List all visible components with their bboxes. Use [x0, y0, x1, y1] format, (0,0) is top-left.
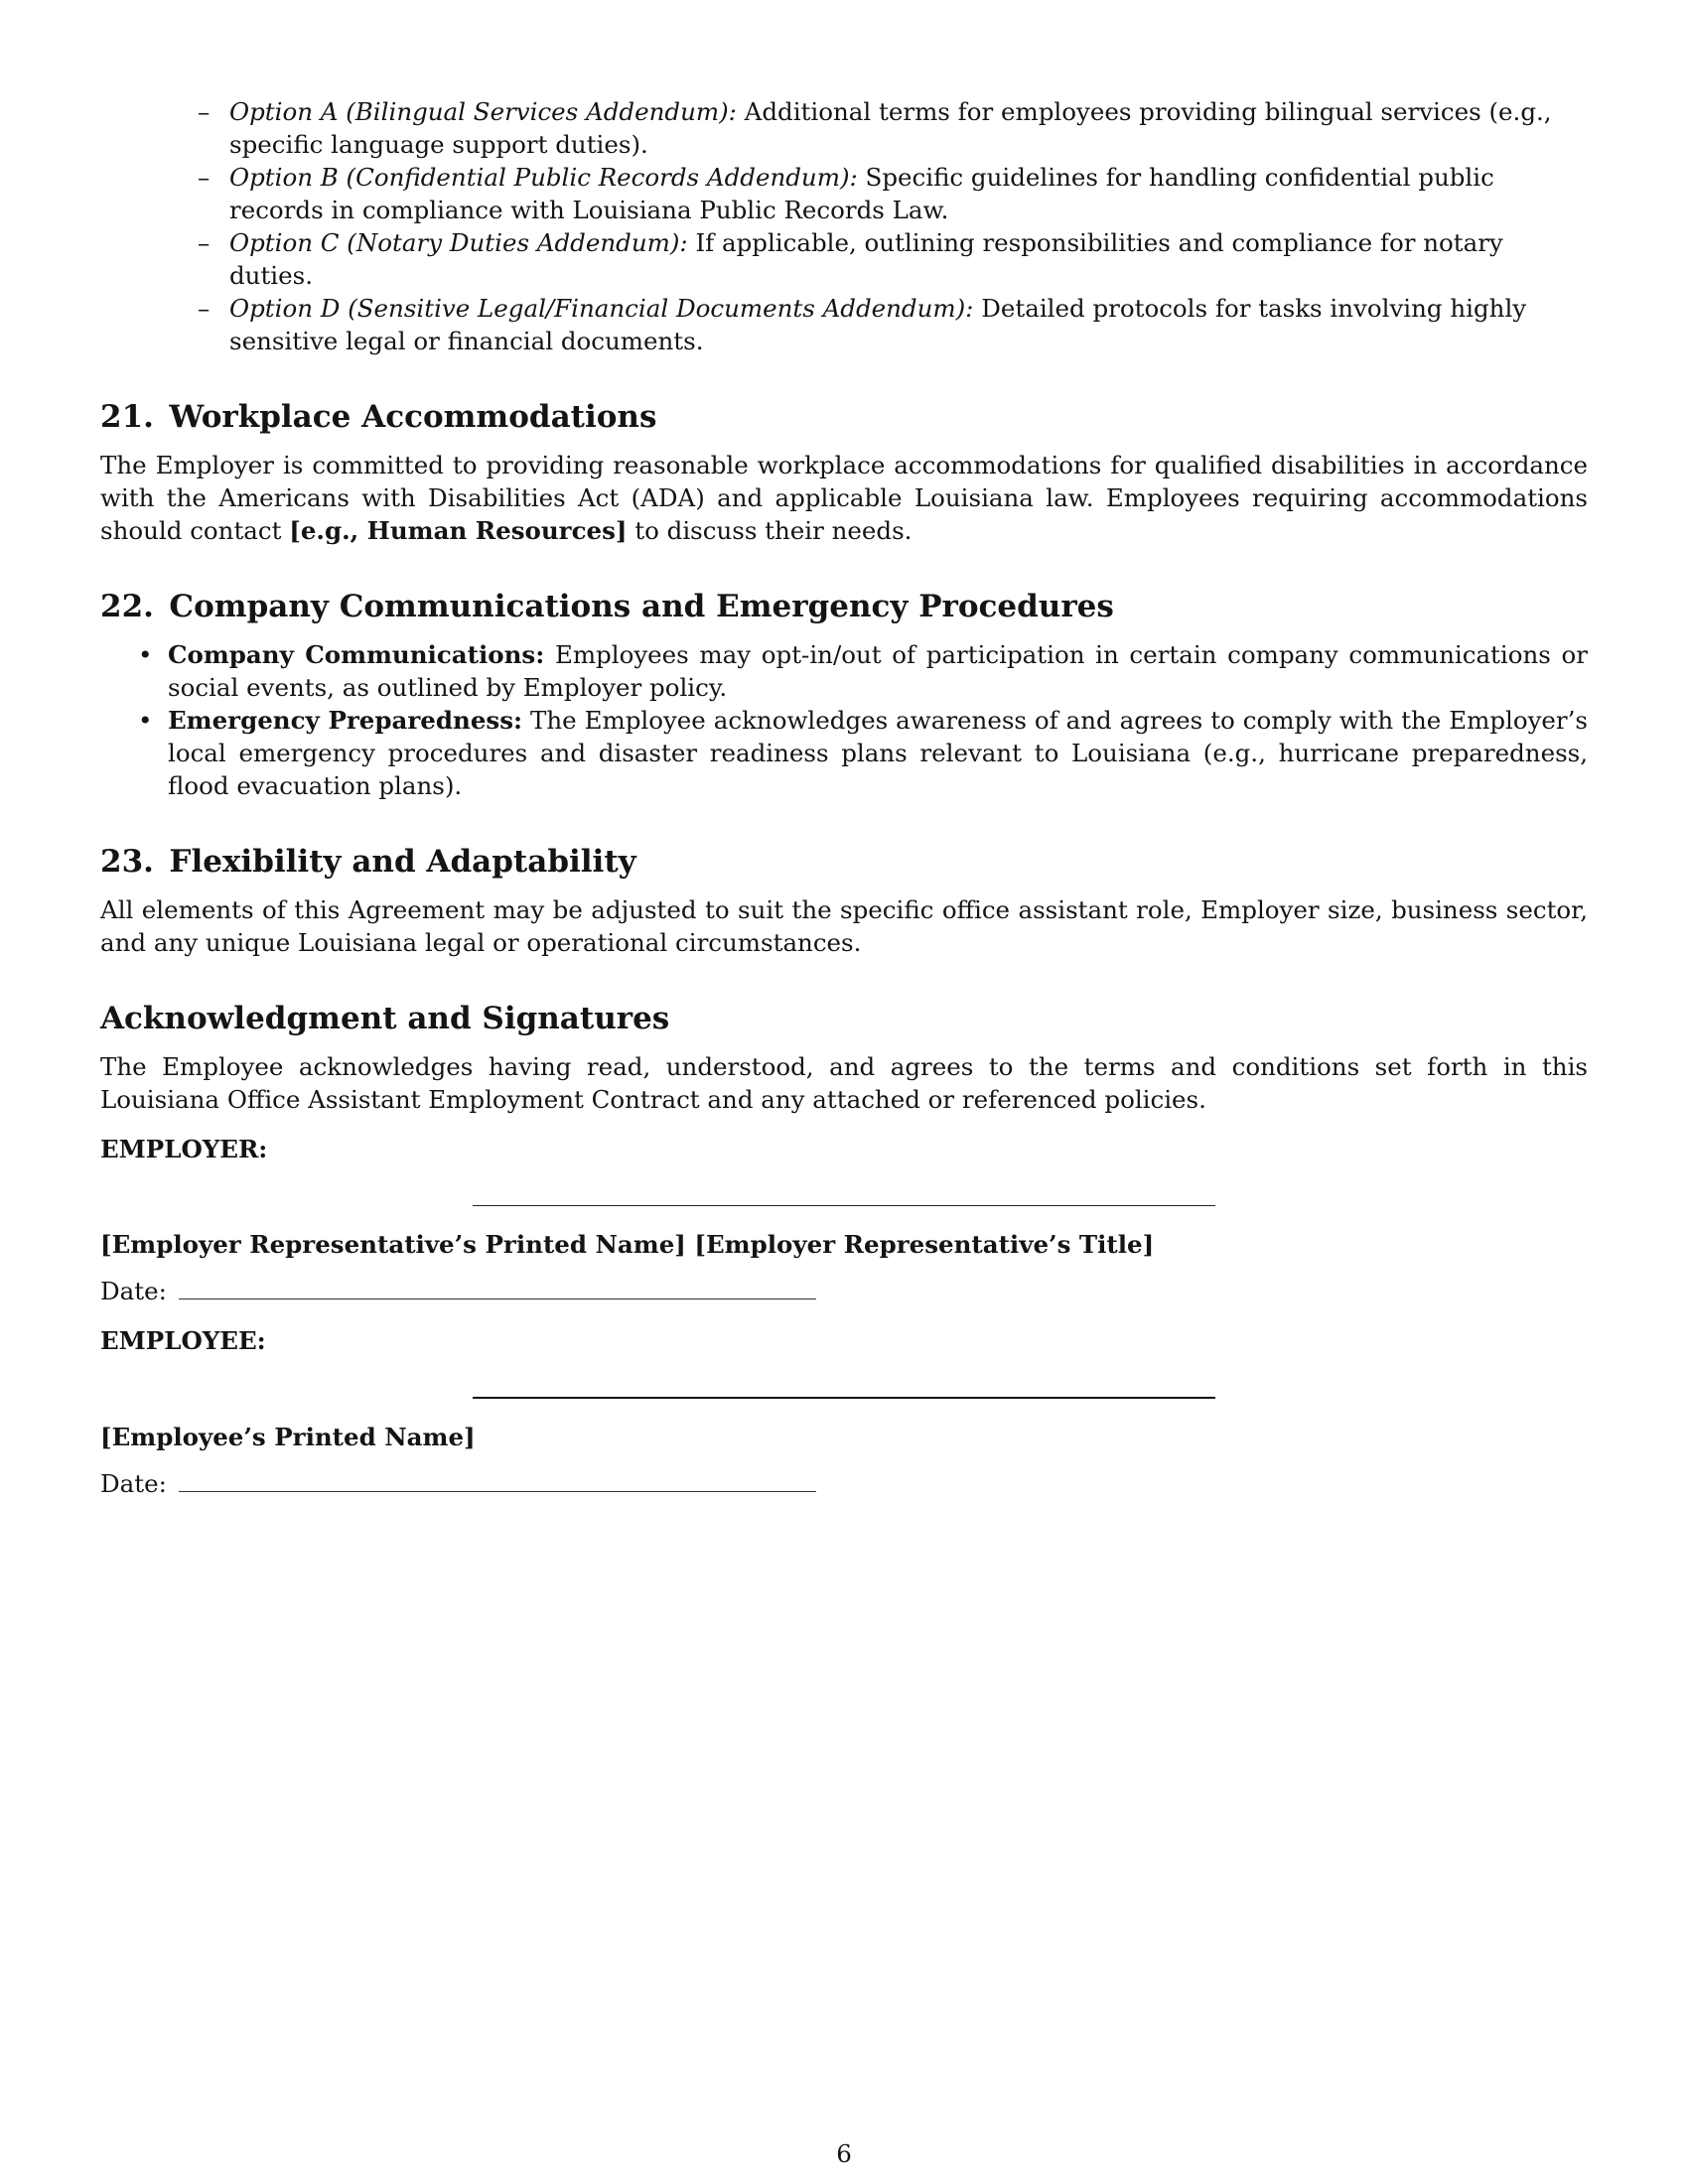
- hr-placeholder: [e.g., Human Resources]: [289, 516, 628, 545]
- addenda-list: [100, 95, 1588, 357]
- dash-marker: –: [198, 97, 211, 126]
- section-23-heading: 23. Flexibility and Adaptability: [100, 844, 636, 880]
- section-21-heading: 21. Workplace Accommodations: [100, 399, 657, 435]
- section-23: [100, 842, 1588, 959]
- employer-date-line[interactable]: [179, 1275, 816, 1299]
- section-21-body: [100, 449, 1588, 547]
- employer-label: EMPLOYER:: [100, 1135, 268, 1163]
- addendum-title: Option A (Bilingual Services Addendum):: [229, 97, 737, 126]
- addendum-text: Detailed protocols for tasks involving highly sensitive legal or financial documents.: [229, 294, 1527, 355]
- item-text: Employees may opt-in/out of participation in certain company communications or social events, as outlined by Employer policy.: [168, 640, 1588, 702]
- section-21-text: The Employer is committed to providing reasonable workplace accommodations for qualified disabilities in accordance with the Americans with Disabilities Act (ADA) and applicable Louisiana law. Employees requiring accommodations should contact: [100, 451, 1588, 545]
- addendum-text: If applicable, outlining responsibilities and compliance for notary duties.: [229, 228, 1503, 290]
- page-number: 6: [836, 2139, 852, 2168]
- addendum-option-c: [198, 226, 1588, 292]
- section-22-heading: 22. Company Communications and Emergency Procedures: [100, 589, 1114, 624]
- bullet-marker: •: [138, 640, 153, 669]
- addendum-option-b: [198, 161, 1588, 226]
- section-22: [100, 587, 1588, 802]
- employee-date-line[interactable]: [179, 1467, 816, 1492]
- acknowledgment-heading: Acknowledgment and Signatures: [100, 1001, 670, 1036]
- addendum-option-a: [198, 95, 1588, 161]
- date-label: Date:: [100, 1277, 167, 1305]
- addendum-title: Option C (Notary Duties Addendum):: [229, 228, 688, 257]
- addendum-title: Option D (Sensitive Legal/Financial Documents Addendum):: [229, 294, 974, 323]
- bullet-marker: •: [138, 706, 153, 735]
- section-23-body: All elements of this Agreement may be adjusted to suit the specific office assistant role, Employer size, business sector, and any unique Louisiana legal or operational circumstances.: [100, 895, 1588, 957]
- document-page: [100, 95, 1588, 1500]
- dash-marker: –: [198, 294, 211, 323]
- acknowledgment-section: [100, 999, 1588, 1500]
- item-label: Emergency Preparedness:: [168, 706, 523, 735]
- addendum-option-d: [198, 292, 1588, 357]
- date-label: Date:: [100, 1469, 167, 1498]
- section-21: [100, 397, 1588, 547]
- item-label: Company Communications:: [168, 640, 545, 669]
- dash-marker: –: [198, 163, 211, 192]
- employee-date-row: [100, 1467, 1588, 1500]
- item-text: The Employee acknowledges awareness of and agrees to comply with the Employer’s local emergency procedures and disaster readiness plans relevant to Louisiana (e.g., hurricane preparedness, flood evacuation plans).: [168, 706, 1589, 800]
- section-22-list: [100, 638, 1588, 802]
- acknowledgment-body: The Employee acknowledges having read, understood, and agrees to the terms and conditions set forth in this Louisiana Office Assistant Employment Contract and any attached or referenced policies.: [100, 1052, 1588, 1114]
- list-item: [138, 638, 1588, 704]
- addendum-title: Option B (Confidential Public Records Addendum):: [229, 163, 858, 192]
- addendum-text: Specific guidelines for handling confidential public records in compliance with Louisiana Public Records Law.: [229, 163, 1494, 224]
- employee-printed-name: [Employee’s Printed Name]: [100, 1423, 476, 1451]
- list-item: [138, 704, 1589, 802]
- addendum-text: Additional terms for employees providing bilingual services (e.g., specific language support duties).: [229, 97, 1552, 159]
- employer-printed-name: [Employer Representative’s Printed Name] [Employer Representative’s Title]: [100, 1230, 1155, 1259]
- section-21-text-end: to discuss their needs.: [627, 516, 913, 545]
- employer-signature-line[interactable]: [473, 1165, 1215, 1206]
- dash-marker: –: [198, 228, 211, 257]
- employee-label: EMPLOYEE:: [100, 1326, 266, 1355]
- employer-date-row: [100, 1275, 1588, 1307]
- employee-signature-line[interactable]: [473, 1357, 1215, 1399]
